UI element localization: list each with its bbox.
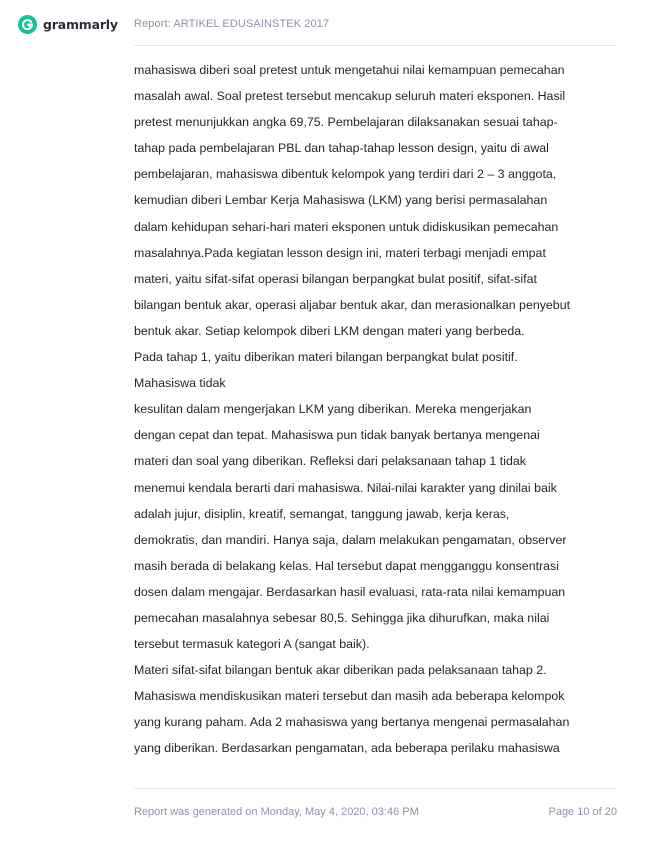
text-line: pemecahan masalahnya sebesar 80,5. Sehingga jika dihurufkan, maka nilai: [134, 610, 550, 625]
text-line: kemudian diberi Lembar Kerja Mahasiswa (LKM) yang berisi permasalahan: [134, 193, 548, 208]
text-line: materi, yaitu sifat-sifat operasi bilangan berpangkat bulat positif, sifat-sifat: [134, 271, 537, 286]
text-line: Mahasiswa tidak: [134, 376, 226, 391]
text-line: Mahasiswa mendiskusikan materi tersebut dan masih ada beberapa kelompok: [134, 689, 565, 704]
text-line: pembelajaran, mahasiswa dibentuk kelompok yang terdiri dari 2 – 3 anggota,: [134, 167, 557, 182]
report-header: [0, 0, 650, 48]
text-line: mahasiswa diberi soal pretest untuk mengetahui nilai kemampuan pemecahan: [134, 63, 565, 77]
text-line: yang diberikan. Berdasarkan pengamatan, ada beberapa perilaku mahasiswa: [134, 741, 560, 756]
generated-timestamp: Report was generated on Monday, May 4, 2020, 03:46 PM: [134, 806, 419, 818]
text-line: tersebut termasuk kategori A (sangat baik).: [134, 637, 370, 652]
grammarly-g-icon: [18, 15, 37, 34]
footer-divider: [134, 788, 617, 789]
text-line: pretest menunjukkan angka 69,75. Pembelajaran dilaksanakan sesuai tahap-: [134, 115, 558, 130]
text-line: masalahnya.Pada kegiatan lesson design ini, materi terbagi menjadi empat: [134, 245, 546, 260]
text-line: adalah jujur, disiplin, kreatif, semangat, tanggung jawab, kerja keras,: [134, 506, 510, 521]
text-line: masih berada di belakang kelas. Hal tersebut dapat mengganggu konsentrasi: [134, 558, 559, 573]
text-line: materi dan soal yang diberikan. Refleksi dari pelaksanaan tahap 1 tidak: [134, 454, 526, 469]
grammarly-logo: [18, 15, 118, 34]
text-line: dalam kehidupan sehari-hari materi eksponen untuk didiskusikan pemecahan: [134, 219, 559, 234]
text-line: tahap pada pembelajaran PBL dan tahap-tahap lesson design, yaitu di awal: [134, 141, 549, 156]
report-title: Report: ARTIKEL EDUSAINSTEK 2017: [134, 18, 330, 30]
document-body: [134, 57, 618, 762]
text-line: Materi sifat-sifat bilangan bentuk akar diberikan pada pelaksanaan tahap 2.: [134, 663, 547, 678]
text-line: Pada tahap 1, yaitu diberikan materi bilangan berpangkat bulat positif.: [134, 350, 518, 365]
text-line: dengan cepat dan tepat. Mahasiswa pun tidak banyak bertanya mengenai: [134, 428, 540, 443]
text-line: menemui kendala berarti dari mahasiswa. Nilai-nilai karakter yang dinilai baik: [134, 480, 557, 495]
header-divider: [134, 45, 617, 46]
text-line: yang kurang paham. Ada 2 mahasiswa yang bertanya mengenai permasalahan: [134, 715, 570, 730]
text-line: bilangan bentuk akar, operasi aljabar bentuk akar, dan merasionalkan penyebut: [134, 297, 571, 312]
text-line: bentuk akar. Setiap kelompok diberi LKM dengan materi yang berbeda.: [134, 323, 525, 338]
text-line: dosen dalam mengajar. Berdasarkan hasil evaluasi, rata-rata nilai kemampuan: [134, 584, 566, 599]
brand-name: grammarly: [43, 17, 118, 32]
text-line: kesulitan dalam mengerjakan LKM yang diberikan. Mereka mengerjakan: [134, 402, 532, 417]
text-line: demokratis, dan mandiri. Hanya saja, dalam melakukan pengamatan, observer: [134, 532, 567, 547]
page-number: Page 10 of 20: [548, 806, 617, 818]
text-line: masalah awal. Soal pretest tersebut mencakup seluruh materi eksponen. Hasil: [134, 89, 566, 104]
